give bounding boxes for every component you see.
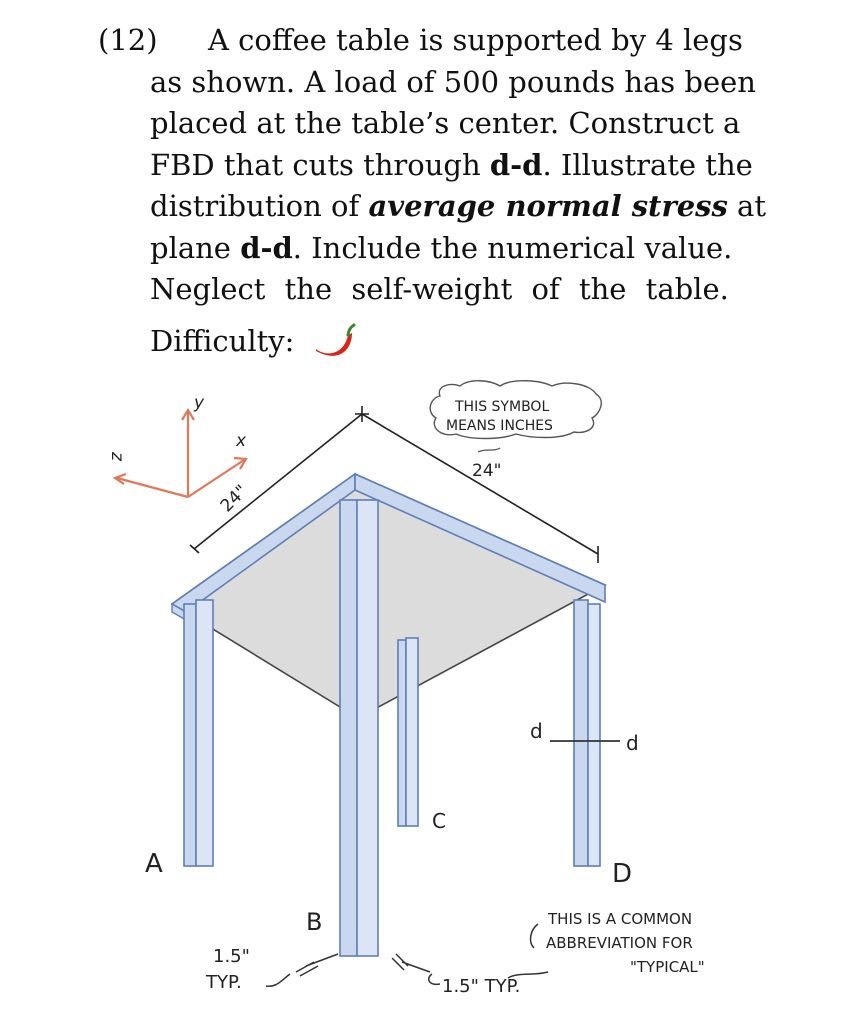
problem-line-7: Neglect the self-weight of the table. bbox=[150, 272, 729, 306]
z-axis bbox=[117, 478, 188, 497]
cut-label-bold: d-d bbox=[489, 147, 543, 182]
text-fragment: distribution of bbox=[150, 189, 369, 223]
problem-number: (12) bbox=[98, 23, 158, 57]
leg-b-size-left-leader bbox=[266, 974, 290, 986]
leg-B bbox=[340, 500, 378, 956]
stress-term-emphasis: average normal stress bbox=[368, 189, 728, 223]
leg-D-label: D bbox=[612, 859, 633, 889]
difficulty-label: Difficulty: bbox=[150, 323, 295, 358]
text-fragment: . Include the numerical value. bbox=[292, 230, 733, 265]
leg-A bbox=[184, 600, 213, 866]
table-top bbox=[172, 474, 605, 718]
text-fragment: at bbox=[727, 189, 767, 223]
note-inches-line2: MEANS INCHES bbox=[446, 418, 553, 434]
typ-note-line2: ABBREVIATION FOR bbox=[546, 934, 693, 952]
text-fragment: plane bbox=[150, 230, 241, 265]
typ-note-bracket bbox=[531, 924, 538, 948]
leg-b-size-right-ticks bbox=[392, 954, 430, 972]
leg-size-right-value: 1.5" TYP. bbox=[442, 976, 521, 997]
leg-A-label: A bbox=[145, 849, 163, 879]
typ-note-line3: "TYPICAL" bbox=[630, 958, 705, 976]
leg-b-size-right-leader bbox=[429, 974, 440, 984]
problem-line-2: as shown. A load of 500 pounds has been bbox=[150, 64, 756, 99]
note-pointer bbox=[478, 448, 500, 452]
cut-label-left: d bbox=[530, 719, 543, 743]
text-fragment: FBD that cuts through bbox=[150, 147, 490, 182]
text-fragment: . Illustrate the bbox=[542, 147, 753, 182]
dimension-tick-top bbox=[355, 406, 369, 422]
note-inches-line1: THIS SYMBOL bbox=[455, 399, 550, 415]
axis-y-label: y bbox=[194, 393, 205, 413]
cut-label-right: d bbox=[626, 731, 639, 755]
leg-C-label: C bbox=[432, 809, 446, 833]
typ-note-line1: THIS IS A COMMON bbox=[548, 910, 693, 928]
leg-D bbox=[574, 600, 600, 866]
problem-line-3: placed at the table’s center. Construct a bbox=[150, 106, 741, 140]
leg-C bbox=[398, 638, 418, 826]
leg-size-left-value: 1.5" bbox=[213, 946, 250, 967]
table-top-underside bbox=[172, 474, 605, 718]
leg-b-size-left-ticks bbox=[296, 954, 338, 976]
problem-line-1: A coffee table is supported by 4 legs bbox=[208, 23, 743, 57]
dimension-left-label: 24" bbox=[216, 481, 252, 517]
leg-B-label: B bbox=[306, 908, 323, 936]
cut-label-bold: d-d bbox=[240, 230, 293, 265]
axis-x-label: x bbox=[236, 431, 247, 451]
axis-z-label: z bbox=[107, 452, 127, 461]
coordinate-axes bbox=[115, 410, 246, 497]
dimension-right-label: 24" bbox=[472, 461, 502, 481]
leg-size-left-typ: TYP. bbox=[206, 972, 242, 993]
